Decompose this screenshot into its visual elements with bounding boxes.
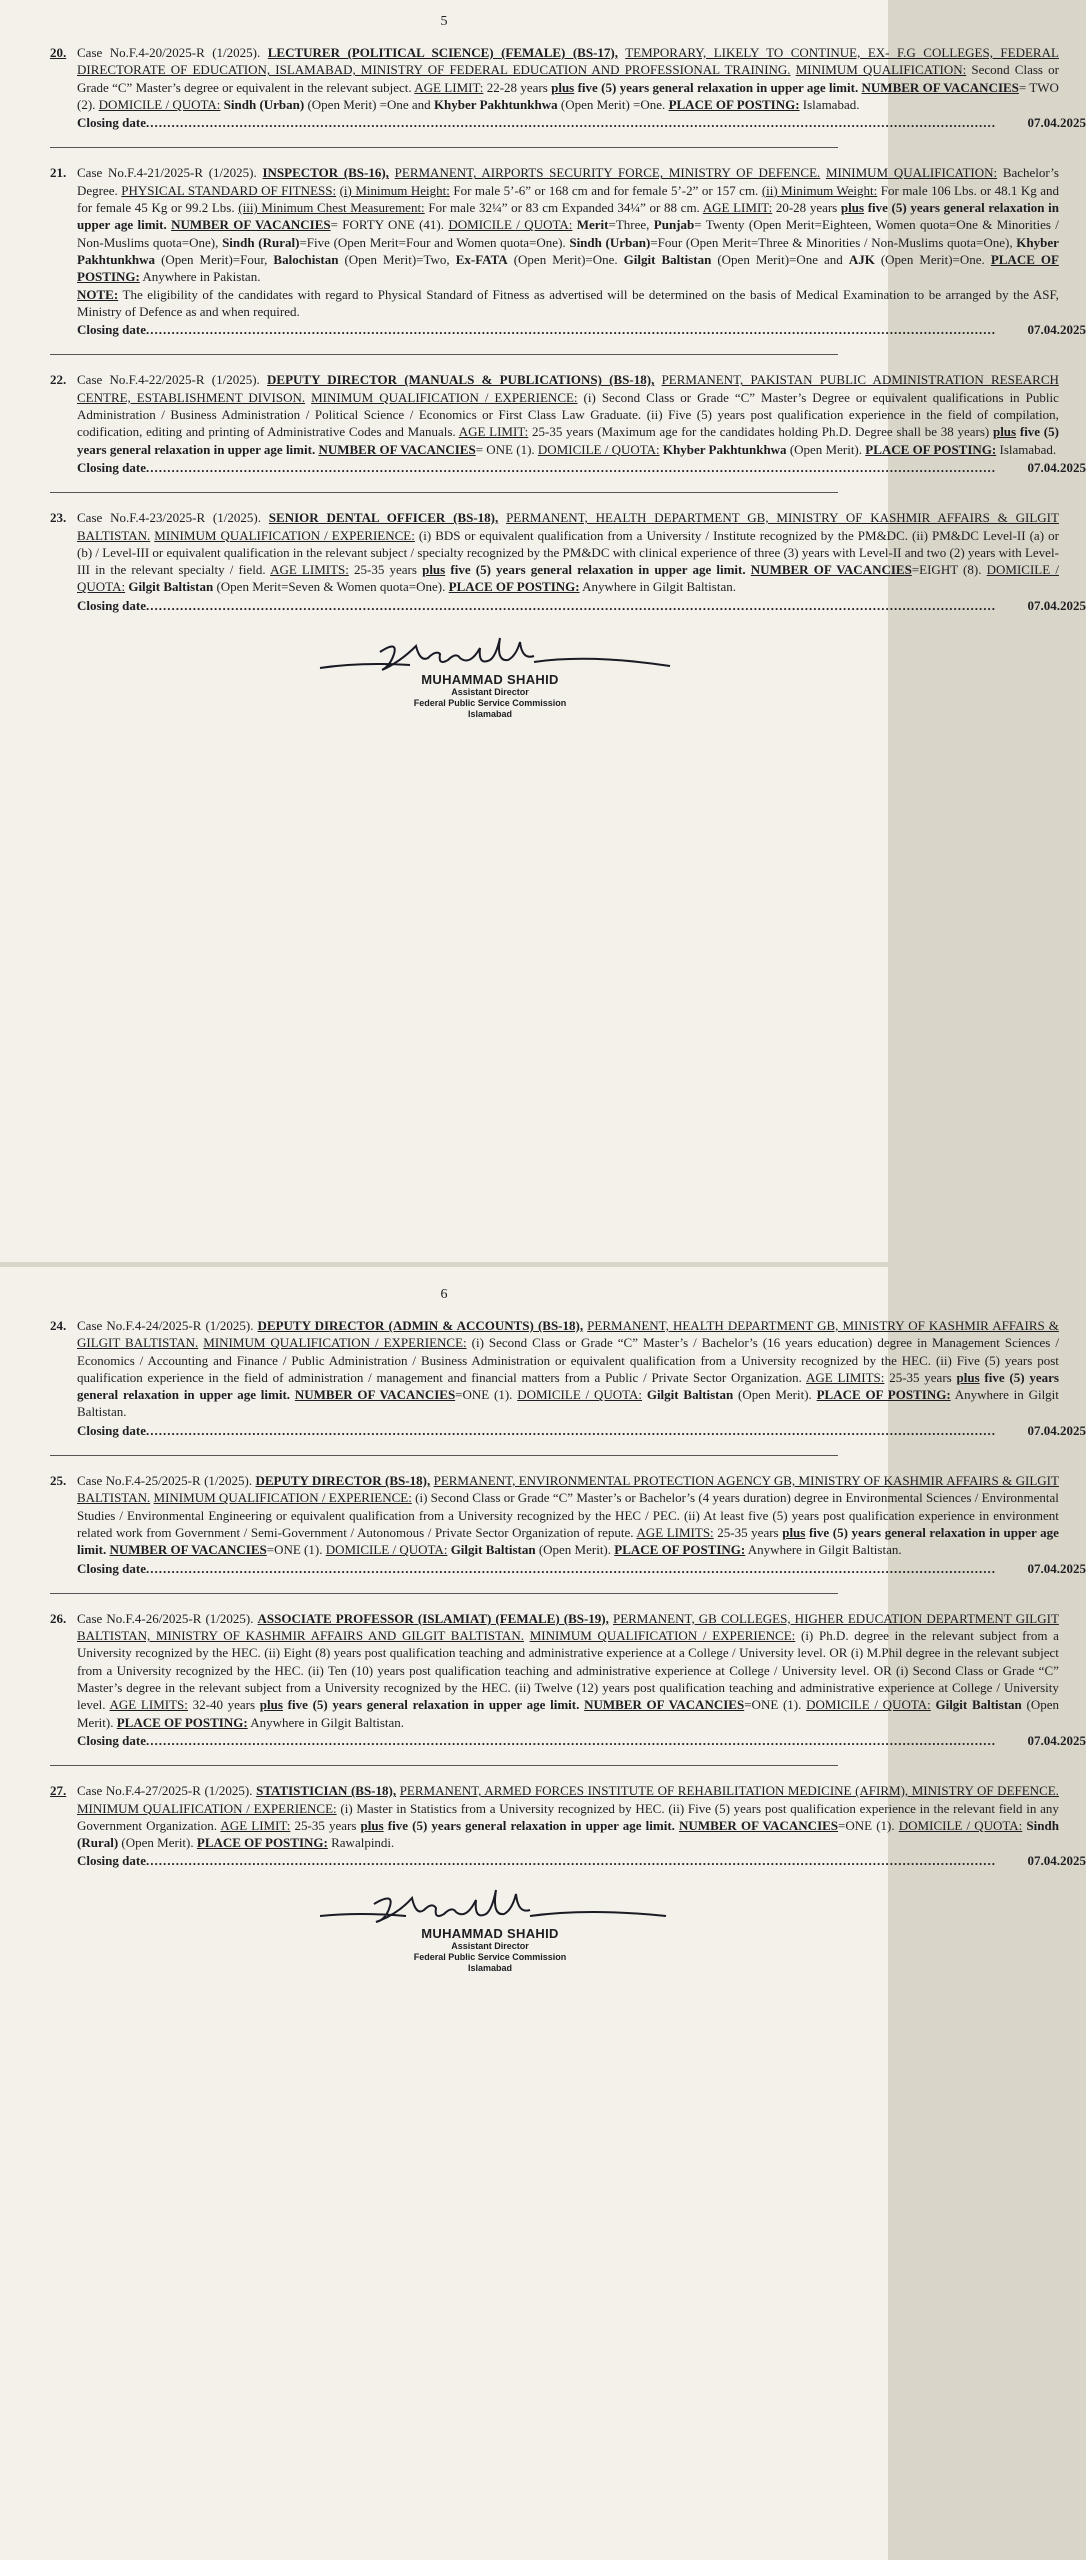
note-label: NOTE:	[77, 286, 119, 302]
leader-dots	[146, 1852, 996, 1869]
domicile-text: (Open Merit)=One.	[880, 251, 985, 267]
domicile-text: = Twenty (Open Merit=Eighteen, Women quota=One & Minorities / Non-Muslims quota=One),	[77, 217, 1059, 250]
vacancies-label: NUMBER OF VACANCIES	[294, 1387, 456, 1403]
closing-date-value: 07.04.2025	[1027, 459, 1086, 475]
domicile-region: Gilgit Baltistan	[935, 1697, 1022, 1713]
age-text: 25-35 years	[354, 562, 417, 578]
posting-text: Anywhere in Gilgit Baltistan.	[77, 1387, 1059, 1420]
posting-text: Anywhere in Pakistan.	[142, 269, 261, 285]
case-number: Case No.F.4-24/2025-R (1/2025).	[77, 1318, 254, 1333]
domicile-region: Merit	[576, 217, 609, 233]
signatory-office: Federal Public Service Commission	[413, 698, 567, 709]
domicile-label: DOMICILE / QUOTA:	[77, 562, 1059, 595]
item-body	[77, 1782, 1086, 1869]
signatory-name: MUHAMMAD SHAHID	[421, 672, 559, 688]
case-number: Case No.F.4-26/2025-R (1/2025).	[77, 1610, 254, 1626]
leader-dots	[146, 1422, 996, 1439]
qualification-text: Second Class or Grade “C” Master’s degree or equivalent in the relevant subject.	[77, 62, 1059, 95]
posting-text: Anywhere in Gilgit Baltistan.	[747, 1542, 902, 1558]
post-department: PERMANENT, HEALTH DEPARTMENT GB, MINISTRY OF KASHMIR AFFAIRS & GILGIT BALTISTAN.	[77, 510, 1059, 543]
posting-text: Islamabad.	[802, 96, 860, 112]
age-label: AGE LIMITS:	[270, 562, 349, 578]
closing-date-value: 07.04.2025	[1027, 597, 1086, 613]
vacancy-item-24	[50, 1317, 1086, 1439]
vacancies-label: NUMBER OF VACANCIES	[679, 1817, 839, 1833]
qualification-text: (i) Second Class or Grade “C” Master’s or Bachelor’s (4 years duration) degree in Environmental Sciences / Environmental Studies / Environmental Engineering or equivalent qualification from a University recognized by the HEC / PEC. (ii) At least five (5) years post qualification experience in environment related work from Government / Semi-Government / Autonomous / Private Sector Organization of repute.	[77, 1490, 1059, 1540]
section-divider	[50, 492, 838, 493]
leader-dots	[146, 597, 996, 614]
closing-date-row	[77, 1422, 1086, 1439]
case-number: Case No.F.4-20/2025-R (1/2025).	[77, 45, 261, 60]
item-body	[77, 164, 1086, 338]
domicile-label: DOMICILE / QUOTA:	[806, 1697, 931, 1713]
closing-date-label: Closing date	[77, 1422, 146, 1438]
domicile-region: Gilgit Baltistan	[623, 251, 712, 267]
domicile-label: DOMICILE / QUOTA:	[517, 1387, 643, 1403]
case-number: Case No.F.4-25/2025-R (1/2025).	[77, 1473, 253, 1489]
vacancies-label: NUMBER OF VACANCIES	[318, 441, 476, 457]
signatory-city: Islamabad	[467, 709, 513, 720]
domicile-text: (Open Merit).	[538, 1542, 612, 1558]
vacancy-item-25	[50, 1472, 1086, 1577]
posting-label: PLACE OF POSTING:	[116, 1714, 248, 1730]
closing-date-value: 07.04.2025	[1027, 1560, 1086, 1576]
post-department: PERMANENT, AIRPORTS SECURITY FORCE, MINISTRY OF DEFENCE.	[394, 165, 821, 181]
posting-label: PLACE OF POSTING:	[77, 251, 1059, 285]
chest-text: For male 32¼” or 83 cm Expanded 34¼” or 88 cm.	[428, 200, 700, 216]
domicile-label: DOMICILE / QUOTA:	[537, 441, 660, 457]
closing-date-label: Closing date	[77, 459, 146, 475]
relaxation-text: five (5) years general relaxation in upper age limit.	[77, 424, 1059, 457]
posting-text: Anywhere in Gilgit Baltistan.	[582, 579, 736, 595]
item-number: 20.	[50, 45, 67, 60]
post-department: PERMANENT, HEALTH DEPARTMENT GB, MINISTRY OF KASHMIR AFFAIRS & GILGIT BALTISTAN.	[77, 1318, 1059, 1351]
posting-text: Rawalpindi.	[331, 1835, 395, 1851]
page-number: 5	[440, 14, 448, 29]
domicile-region: Khyber Pakhtunkhwa	[662, 441, 787, 457]
qualification-label: MINIMUM QUALIFICATION:	[795, 62, 967, 78]
domicile-region: Gilgit Baltistan	[646, 1387, 734, 1403]
document-page-5	[0, 0, 1086, 1262]
vacancy-item-27	[50, 1782, 1086, 1869]
item-body	[77, 1610, 1086, 1749]
closing-date-row	[77, 114, 1086, 131]
closing-date-value: 07.04.2025	[1027, 1422, 1086, 1438]
note-paragraph	[77, 286, 1059, 321]
vacancies-label: NUMBER OF VACANCIES	[171, 217, 331, 233]
signature-block	[50, 1886, 838, 2006]
signature-text	[380, 672, 600, 720]
domicile-region: Gilgit Baltistan	[128, 579, 214, 595]
height-text: For male 5’-6” or 168 cm and for female 5’-2” or 157 cm.	[453, 182, 759, 198]
vacancies-label: NUMBER OF VACANCIES	[750, 562, 912, 578]
age-label: AGE LIMITS:	[636, 1524, 714, 1540]
age-text: 25-35 years	[294, 1817, 357, 1833]
domicile-label: DOMICILE / QUOTA:	[98, 96, 221, 112]
age-label: AGE LIMIT:	[702, 200, 773, 216]
domicile-text: (Open Merit).	[738, 1387, 812, 1403]
item-body	[77, 509, 1086, 614]
plus-word: plus	[259, 1697, 283, 1713]
signatory-designation: Assistant Director	[451, 1940, 529, 1951]
domicile-label: DOMICILE / QUOTA:	[898, 1817, 1023, 1833]
vacancies-text: =ONE (1).	[838, 1817, 895, 1833]
domicile-label: DOMICILE / QUOTA:	[325, 1542, 448, 1558]
post-title: LECTURER (POLITICAL SCIENCE) (FEMALE) (BS-17),	[267, 45, 618, 60]
closing-date-label: Closing date	[77, 115, 146, 131]
section-divider	[50, 1455, 838, 1456]
weight-label: (ii) Minimum Weight:	[761, 182, 878, 198]
relaxation-text: five (5) years general relaxation in upper age limit.	[77, 1369, 1059, 1403]
age-text: 20-28 years	[775, 200, 838, 216]
qualification-label: MINIMUM QUALIFICATION / EXPERIENCE:	[203, 1335, 467, 1351]
case-number: Case No.F.4-22/2025-R (1/2025).	[77, 372, 260, 388]
section-divider	[50, 354, 838, 355]
domicile-text: =Four (Open Merit=Three & Minorities / Non-Muslims quota=One),	[650, 234, 1013, 250]
qualification-text: Bachelor’s Degree.	[77, 165, 1059, 198]
posting-label: PLACE OF POSTING:	[816, 1387, 951, 1403]
post-title: STATISTICIAN (BS-18),	[256, 1783, 397, 1799]
domicile-text: =Five (Open Merit=Four and Women quota=One).	[299, 234, 566, 250]
domicile-text: (Open Merit).	[121, 1835, 194, 1851]
item-number: 26.	[50, 1610, 67, 1626]
domicile-text: (Open Merit=Seven & Women quota=One).	[216, 579, 446, 595]
vacancies-text: = ONE (1).	[475, 441, 535, 457]
case-number: Case No.F.4-27/2025-R (1/2025).	[77, 1783, 253, 1799]
posting-label: PLACE OF POSTING:	[448, 579, 580, 595]
closing-date-label: Closing date	[77, 1853, 146, 1869]
post-title: INSPECTOR (BS-16),	[262, 165, 389, 181]
domicile-text: (Open Merit).	[789, 441, 863, 457]
posting-label: PLACE OF POSTING:	[668, 96, 800, 112]
closing-date-label: Closing date	[77, 1560, 146, 1576]
qualification-text: (i) Master in Statistics from a University recognized by HEC. (ii) Five (5) years post qualification experience in the relevant field in any Government Organization.	[77, 1800, 1059, 1833]
closing-date-label: Closing date	[77, 1732, 146, 1748]
closing-date-row	[77, 1560, 1086, 1577]
plus-word: plus	[956, 1369, 980, 1385]
qualification-text: (i) Ph.D. degree in the relevant subject from a University recognized by the HEC. (ii) Eight (8) years post qualification teaching and administrative experience at a College / University level. OR (i) M.Phil degree in the relevant subject from a University recognized by the HEC. (ii) Ten (10) years post qualification teaching and administrative experience at College / University level. OR (i) Second Class or Grade “C” Master’s degree in the relevant subject from a University recognized by the HEC. (ii) Twelve (12) years post qualification teaching and administrative experience at College / University level.	[77, 1628, 1059, 1713]
item-body	[77, 1317, 1086, 1439]
qualification-label: MINIMUM QUALIFICATION:	[826, 165, 998, 181]
domicile-region: Sindh (Urban)	[569, 234, 651, 250]
posting-label: PLACE OF POSTING:	[614, 1542, 746, 1558]
qualification-label: MINIMUM QUALIFICATION / EXPERIENCE:	[154, 527, 415, 543]
post-department: PERMANENT, GB COLLEGES, HIGHER EDUCATION DEPARTMENT GILGIT BALTISTAN, MINISTRY OF KASHMIR AFFAIRS AND GILGIT BALTISTAN.	[77, 1610, 1059, 1644]
vacancies-text: =ONE (1).	[266, 1542, 323, 1558]
posting-label: PLACE OF POSTING:	[865, 441, 997, 457]
vacancies-label: NUMBER OF VACANCIES	[584, 1697, 745, 1713]
leader-dots	[146, 114, 996, 131]
leader-dots	[146, 459, 996, 476]
document-page-6	[0, 1267, 1086, 2560]
signature-text	[380, 1926, 600, 1974]
domicile-region: Sindh (Rural)	[77, 1817, 1059, 1851]
signatory-office: Federal Public Service Commission	[413, 1951, 567, 1962]
item-number: 23.	[50, 510, 67, 526]
item-number: 24.	[50, 1318, 67, 1333]
fitness-label: PHYSICAL STANDARD OF FITNESS:	[121, 182, 337, 198]
domicile-region: Gilgit Baltistan	[450, 1542, 536, 1558]
age-text: 22-28 years	[486, 79, 548, 95]
closing-date-label: Closing date	[77, 597, 146, 613]
qualification-text: (i) BDS or equivalent qualification from a University / Institute recognized by the PM&DC. (ii) PM&DC Level-II (a) or (b) / Level-III or equivalent qualification in the relevant subject / specialty recognized by the PM&DC with clinical experience of three (3) years with Level-II and two (2) years with Level-III in the relevant specialty / field.	[77, 527, 1059, 578]
closing-date-row	[77, 1852, 1086, 1869]
relaxation-text: five (5) years general relaxation in upper age limit.	[77, 200, 1059, 233]
age-text: 25-35 years (Maximum age for the candidates holding Ph.D. Degree shall be 38 years)	[531, 424, 990, 440]
post-department: PERMANENT, ARMED FORCES INSTITUTE OF REHABILITATION MEDICINE (AFIRM), MINISTRY OF DEFENCE.	[399, 1783, 1059, 1799]
qualification-text: (i) Second Class or Grade “C” Master’s Degree or equivalent qualifications in Public Administration / Business Administration / Political Science / Economics or First Class Law Graduate. (ii) Five (5) years post qualification experience in the field of compilation, codification, editing and printing of Administrative Codes and Manuals.	[77, 389, 1059, 440]
plus-word: plus	[992, 424, 1017, 440]
qualification-label: MINIMUM QUALIFICATION / EXPERIENCE:	[311, 389, 578, 405]
domicile-text: (Open Merit)=One.	[513, 251, 618, 267]
domicile-text: (Open Merit) =One.	[560, 96, 666, 112]
chest-label: (iii) Minimum Chest Measurement:	[238, 200, 425, 216]
closing-date-value: 07.04.2025	[1027, 1732, 1086, 1748]
domicile-text: (Open Merit)=Four,	[161, 251, 268, 267]
signatory-city: Islamabad	[467, 1962, 513, 1973]
posting-text: Anywhere in Gilgit Baltistan.	[250, 1714, 405, 1730]
page-number: 6	[440, 1287, 448, 1302]
closing-date-row	[77, 597, 1086, 614]
closing-date-row	[77, 459, 1086, 476]
domicile-region: Punjab	[653, 217, 695, 233]
posting-text: Islamabad.	[999, 441, 1057, 457]
domicile-region: AJK	[848, 251, 875, 267]
post-department: PERMANENT, PAKISTAN PUBLIC ADMINISTRATION RESEARCH CENTRE, ESTABLISHMENT DIVISON.	[77, 372, 1059, 405]
vacancy-item-26	[50, 1610, 1086, 1749]
closing-date-row	[77, 1732, 1086, 1749]
domicile-text: (Open Merit)=One and	[717, 251, 843, 267]
domicile-region: Khyber Pakhtunkhwa	[433, 96, 558, 112]
domicile-region: Ex-FATA	[455, 251, 508, 267]
relaxation-text: five (5) years general relaxation in upper age limit.	[287, 1697, 580, 1713]
age-label: AGE LIMITS:	[805, 1369, 885, 1385]
plus-word: plus	[782, 1524, 806, 1540]
closing-date-label: Closing date	[77, 322, 146, 338]
vacancy-item-23	[50, 509, 1086, 614]
domicile-text: (Open Merit) =One and	[307, 96, 431, 112]
domicile-region: Khyber Pakhtunkhwa	[77, 234, 1059, 267]
plus-word: plus	[551, 79, 575, 95]
domicile-text: (Open Merit).	[77, 1697, 1060, 1730]
relaxation-text: five (5) years general relaxation in upper age limit.	[387, 1817, 675, 1833]
domicile-region: Balochistan	[273, 251, 339, 267]
vacancies-label: NUMBER OF VACANCIES	[861, 79, 1019, 95]
section-divider	[50, 147, 838, 148]
post-title: SENIOR DENTAL OFFICER (BS-18),	[268, 510, 499, 526]
leader-dots	[146, 321, 996, 338]
vacancy-item-20	[50, 44, 1086, 131]
qualification-text: (i) Second Class or Grade “C” Master’s / Bachelor’s (16 years education) degree in Management Sciences / Economics / Accounting and Finance / Public Administration / Business Administration or equivalent qualification from a University recognized by the HEC. (ii) Five (5) years post qualification experience in the field of administration / management and financial matters from a Public / Private Sector Organization.	[77, 1335, 1059, 1385]
height-label: (i) Minimum Height:	[339, 182, 450, 198]
section-divider	[50, 1765, 838, 1766]
vacancies-text: =EIGHT (8).	[911, 562, 982, 578]
post-title: DEPUTY DIRECTOR (BS-18),	[255, 1473, 431, 1489]
closing-date-value: 07.04.2025	[1027, 322, 1086, 338]
vacancy-item-22	[50, 371, 1086, 476]
section-divider	[50, 1593, 838, 1594]
relaxation-text: five (5) years general relaxation in upper age limit.	[77, 1524, 1059, 1558]
case-number: Case No.F.4-23/2025-R (1/2025).	[77, 510, 261, 526]
vacancies-text: =ONE (1).	[744, 1697, 802, 1713]
post-department: TEMPORARY, LIKELY TO CONTINUE, EX- F.G COLLEGES, FEDERAL DIRECTORATE OF EDUCATION, ISLAMABAD, MINISTRY OF FEDERAL EDUCATION AND PROFESSIONAL TRAINING.	[77, 45, 1059, 78]
item-number: 21.	[50, 165, 67, 181]
post-department: PERMANENT, ENVIRONMENTAL PROTECTION AGENCY GB, MINISTRY OF KASHMIR AFFAIRS & GILGIT BALTISTAN.	[77, 1473, 1059, 1506]
closing-date-value: 07.04.2025	[1027, 115, 1086, 131]
age-label: AGE LIMIT:	[220, 1817, 291, 1833]
posting-label: PLACE OF POSTING:	[196, 1835, 328, 1851]
age-label: AGE LIMIT:	[414, 79, 484, 95]
item-number: 27.	[50, 1783, 67, 1799]
item-body	[77, 371, 1086, 476]
age-text: 32-40 years	[192, 1697, 256, 1713]
signatory-designation: Assistant Director	[451, 687, 529, 698]
qualification-label: MINIMUM QUALIFICATION / EXPERIENCE:	[153, 1490, 412, 1506]
case-number: Case No.F.4-21/2025-R (1/2025).	[77, 165, 257, 181]
post-title: ASSOCIATE PROFESSOR (ISLAMIAT) (FEMALE) (BS-19),	[257, 1610, 609, 1626]
item-number: 25.	[50, 1473, 67, 1489]
plus-word: plus	[422, 562, 446, 578]
age-label: AGE LIMITS:	[109, 1697, 188, 1713]
domicile-label: DOMICILE / QUOTA:	[448, 217, 573, 233]
closing-date-value: 07.04.2025	[1027, 1853, 1086, 1869]
vacancies-text: =ONE (1).	[455, 1387, 513, 1403]
leader-dots	[146, 1732, 996, 1749]
note-text: The eligibility of the candidates with regard to Physical Standard of Fitness as advertised will be determined on the basis of Medical Examination to be arranged by the ASF, Ministry of Defence as and when required.	[77, 286, 1059, 319]
plus-word: plus	[840, 200, 865, 216]
domicile-text: (Open Merit)=Two,	[344, 251, 450, 267]
age-label: AGE LIMIT:	[458, 424, 529, 440]
domicile-region: Sindh (Rural)	[222, 234, 300, 250]
qualification-label: MINIMUM QUALIFICATION / EXPERIENCE:	[77, 1800, 337, 1816]
vacancy-item-21	[50, 164, 1086, 338]
domicile-text: =Three,	[608, 217, 650, 233]
leader-dots	[146, 1560, 996, 1577]
post-title: DEPUTY DIRECTOR (MANUALS & PUBLICATIONS) (BS-18),	[267, 372, 655, 388]
plus-word: plus	[360, 1817, 384, 1833]
relaxation-text: five (5) years general relaxation in upper age limit.	[450, 562, 746, 578]
vacancies-text: = TWO (2).	[77, 79, 1059, 112]
signature-block	[50, 632, 838, 752]
item-body	[77, 1472, 1086, 1577]
vacancies-label: NUMBER OF VACANCIES	[109, 1542, 267, 1558]
item-body	[77, 44, 1086, 131]
weight-text: For male 106 Lbs. or 48.1 Kg and for female 45 Kg or 99.2 Lbs.	[77, 182, 1059, 216]
domicile-region: Sindh (Urban)	[223, 96, 305, 112]
post-title: DEPUTY DIRECTOR (ADMIN & ACCOUNTS) (BS-18),	[257, 1318, 584, 1333]
age-text: 25-35 years	[717, 1524, 779, 1540]
signatory-name: MUHAMMAD SHAHID	[421, 1925, 559, 1941]
vacancies-text: = FORTY ONE (41).	[330, 217, 445, 233]
closing-date-row	[77, 321, 1086, 338]
relaxation-text: five (5) years general relaxation in upper age limit.	[577, 79, 859, 95]
item-number: 22.	[50, 372, 67, 388]
age-text: 25-35 years	[889, 1369, 952, 1385]
qualification-label: MINIMUM QUALIFICATION / EXPERIENCE:	[529, 1628, 796, 1644]
